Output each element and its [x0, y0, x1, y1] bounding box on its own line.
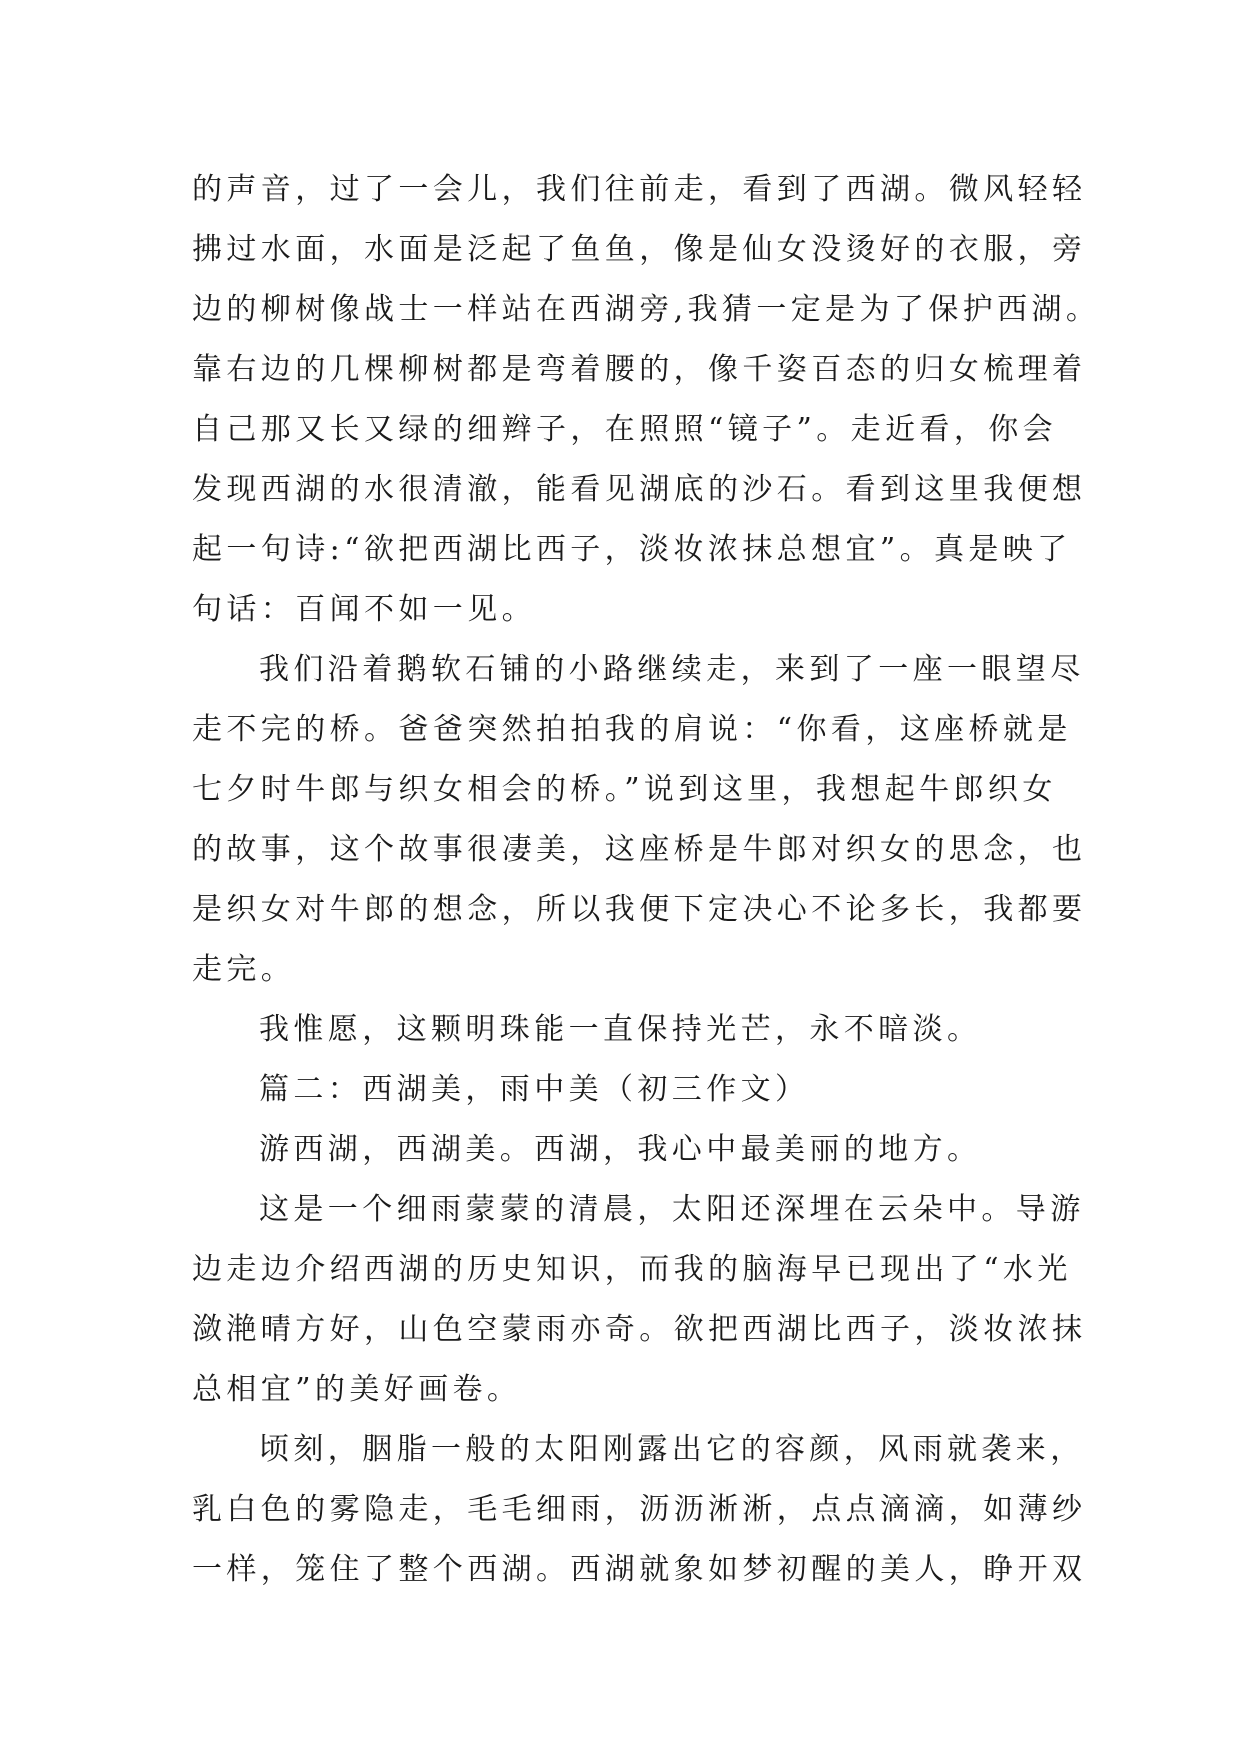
- text-line: 句话：百闻不如一见。: [192, 592, 536, 627]
- section-heading: 篇二：西湖美，雨中美（初三作文）: [259, 1072, 810, 1107]
- text-line: 起一句诗:“欲把西湖比西子，淡妆浓抹总想宜”。真是映了: [192, 532, 1072, 567]
- paragraph-first-line: 我们沿着鹅软石铺的小路继续走，来到了一座一眼望尽: [259, 652, 1085, 687]
- text-line: 边走边介绍西湖的历史知识，而我的脑海早已现出了“水光: [192, 1252, 1072, 1287]
- paragraph-first-line: 我惟愿，这颗明珠能一直保持光芒，永不暗淡。: [259, 1012, 982, 1047]
- paragraph-first-line: 顷刻，胭脂一般的太阳刚露出它的容颜，风雨就袭来，: [259, 1432, 1085, 1467]
- text-line: 发现西湖的水很清澈，能看见湖底的沙石。看到这里我便想: [192, 472, 1087, 507]
- paragraph-first-line: 游西湖，西湖美。西湖，我心中最美丽的地方。: [259, 1132, 982, 1167]
- text-line: 总相宜”的美好画卷。: [192, 1372, 522, 1407]
- text-line: 潋滟晴方好，山色空蒙雨亦奇。欲把西湖比西子，淡妆浓抹: [192, 1312, 1087, 1347]
- text-line: 的声音，过了一会儿，我们往前走，看到了西湖。微风轻轻: [192, 172, 1087, 207]
- text-line: 乳白色的雾隐走，毛毛细雨，沥沥淅淅，点点滴滴，如薄纱: [192, 1492, 1087, 1527]
- text-line: 一样，笼住了整个西湖。西湖就象如梦初醒的美人，睁开双: [192, 1552, 1087, 1587]
- text-line: 拂过水面，水面是泛起了鱼鱼，像是仙女没烫好的衣服，旁: [192, 232, 1087, 267]
- text-line: 七夕时牛郎与织女相会的桥。”说到这里，我想起牛郎织女: [192, 772, 1057, 807]
- paragraph-first-line: 这是一个细雨蒙蒙的清晨，太阳还深埋在云朵中。导游: [259, 1192, 1085, 1227]
- text-line: 走完。: [192, 952, 296, 987]
- text-line: 自己那又长又绿的细辫子，在照照“镜子”。走近看，你会: [192, 412, 1058, 447]
- text-line: 边的柳树像战士一样站在西湖旁,我猜一定是为了保护西湖。: [192, 292, 1101, 327]
- text-line: 是织女对牛郎的想念，所以我便下定决心不论多长，我都要: [192, 892, 1087, 927]
- text-line: 靠右边的几棵柳树都是弯着腰的，像千姿百态的归女梳理着: [192, 352, 1087, 387]
- body-text: [192, 160, 1101, 1600]
- text-line: 的故事，这个故事很凄美，这座桥是牛郎对织女的思念，也: [192, 832, 1087, 867]
- text-line: 走不完的桥。爸爸突然拍拍我的肩说：“你看，这座桥就是: [192, 712, 1072, 747]
